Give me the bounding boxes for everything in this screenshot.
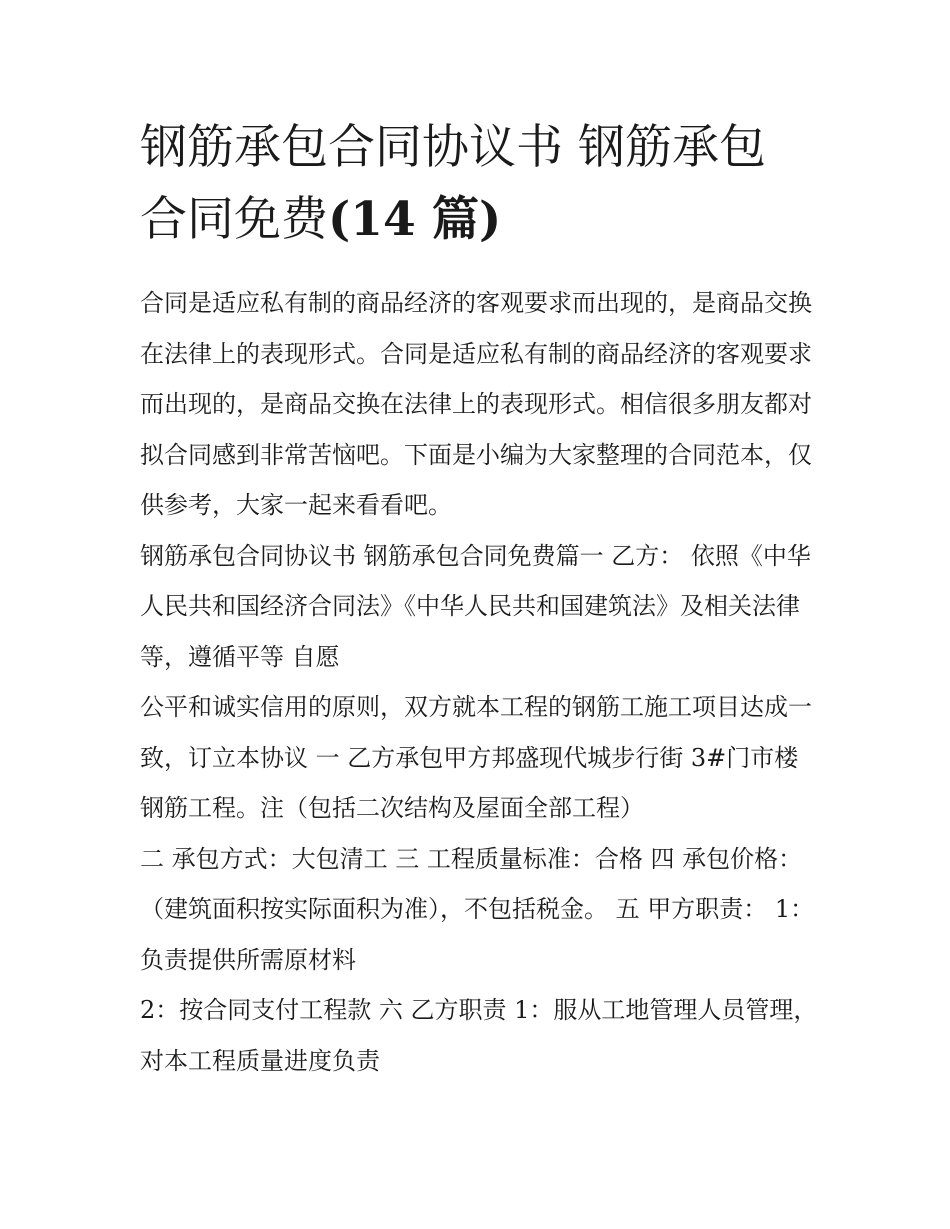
document-page <box>140 112 820 1086</box>
title-line-2: 合同免费 <box>140 192 328 247</box>
document-body <box>140 278 820 1086</box>
paragraph-3: 二 承包方式：大包清工 三 工程质量标准：合格 四 承包价格：（建筑面积按实际面积为准），不包括税金。 五 甲方职责： 1：负责提供所需原材料 <box>140 844 815 974</box>
document-title <box>140 112 820 256</box>
title-count: (14 篇) <box>328 192 502 247</box>
paragraph-1: 钢筋承包合同协议书 钢筋承包合同免费篇一 乙方： 依照《中华人民共和国经济合同法》《中华人民共和国建筑法》及相关法律等，遵循平等 自愿 <box>140 541 811 671</box>
title-line-1: 钢筋承包合同协议书 钢筋承包 <box>140 120 766 175</box>
paragraph-2: 公平和诚实信用的原则，双方就本工程的钢筋工施工项目达成一致，订立本协议 一 乙方承包甲方邦盛现代城步行街 3#门市楼钢筋工程。注（包括二次结构及屋面全部工程） <box>140 693 812 822</box>
paragraph-4: 2：按合同支付工程款 六 乙方职责 1：服从工地管理人员管理，对本工程质量进度负责 <box>140 996 818 1075</box>
paragraph-intro: 合同是适应私有制的商品经济的客观要求而出现的，是商品交换在法律上的表现形式。合同是适应私有制的商品经济的客观要求而出现的，是商品交换在法律上的表现形式。相信很多朋友都对拟合同感到非常苦恼吧。下面是小编为大家整理的合同范本，仅供参考，大家一起来看看吧。 <box>140 289 812 519</box>
